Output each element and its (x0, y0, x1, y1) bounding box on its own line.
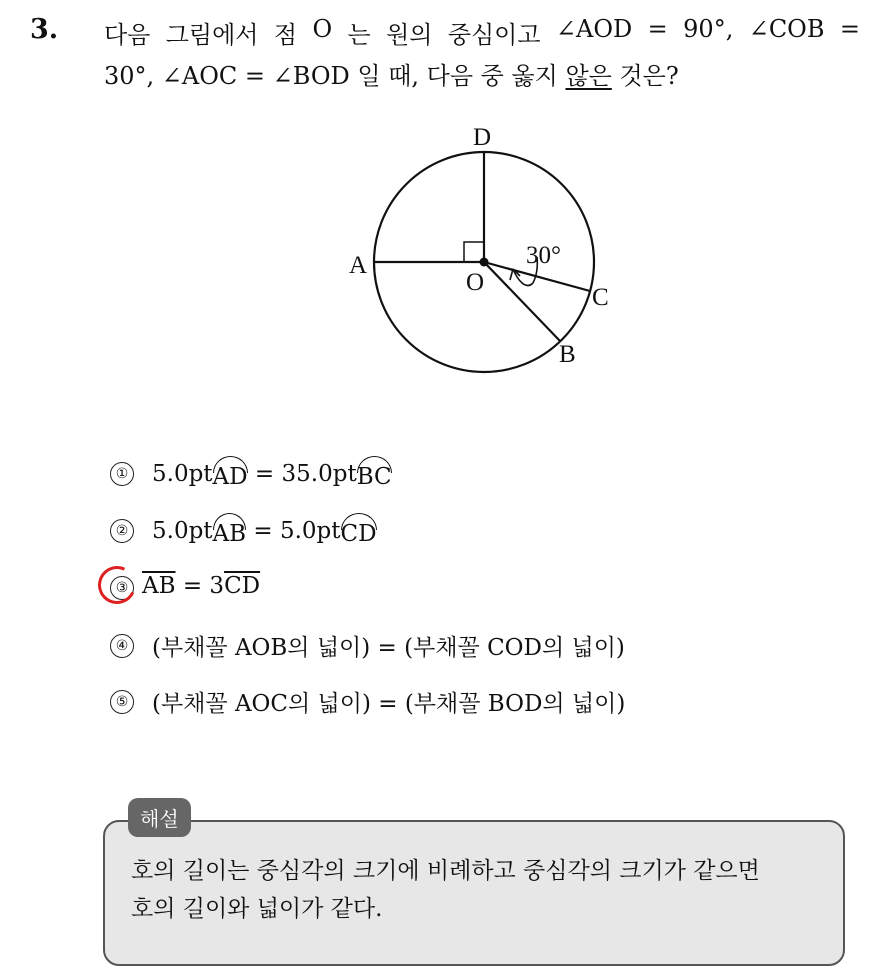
equals: = (246, 518, 280, 544)
q-word: ∠COB (748, 15, 825, 43)
explanation-line: 호의 길이는 중심각의 크기에 비례하고 중심각의 크기가 같으면 (131, 858, 760, 884)
explanation-text (131, 852, 760, 928)
choice-number: ⑤ (110, 690, 134, 714)
circle-figure (330, 115, 620, 385)
choice-number: ② (110, 519, 134, 543)
question-line-2 (104, 56, 679, 91)
choice-5[interactable] (110, 685, 625, 718)
label-O: O (466, 269, 485, 296)
q-word: 그림에서 (165, 21, 259, 49)
arc-CD: CD (341, 515, 377, 547)
explanation-box (103, 820, 845, 966)
q-word: 점 (273, 21, 298, 49)
choice-number: ④ (110, 634, 134, 658)
choice-2-right-prefix: 5.0pt (279, 518, 341, 544)
choice-1-left-prefix: 5.0pt (152, 461, 213, 487)
question-number: 3. (30, 14, 59, 45)
q-word: 는 (347, 21, 371, 49)
arc-AB: AB (213, 515, 247, 547)
q-word: O (312, 15, 333, 43)
segment-AB: $\overline{AB}$ (142, 573, 176, 599)
equals: = (175, 573, 210, 599)
choice-2[interactable] (110, 515, 377, 547)
choice-number: ① (110, 462, 134, 486)
arc-AD: AD (213, 458, 248, 490)
choice-1[interactable] (110, 458, 392, 490)
q-line2-tail: 것은? (611, 62, 679, 90)
arc-BC: BC (357, 458, 392, 490)
q-word: 다음 (104, 21, 151, 49)
q-word: 90°, (683, 15, 734, 43)
label-angle: 30° (526, 242, 561, 269)
choice-number: ③ (110, 576, 134, 600)
q-line2-lead: 30°, ∠AOC = ∠BOD 일 때, 다음 중 옳지 (104, 62, 566, 90)
choice-1-right-prefix: 35.0pt (281, 461, 357, 487)
label-D: D (473, 124, 492, 151)
choice-4-text: (부채꼴 AOB의 넓이) = (부채꼴 COD의 넓이) (152, 635, 625, 661)
q-word: 중심이고 (447, 21, 541, 49)
label-C: C (592, 284, 609, 311)
choice-4[interactable] (110, 629, 625, 662)
q-underlined-word: 않은 (565, 62, 612, 90)
choice-5-text: (부채꼴 AOC의 넓이) = (부채꼴 BOD의 넓이) (152, 691, 626, 717)
segment-CD: $\overline{CD}$ (224, 573, 261, 599)
q-word: = (647, 15, 668, 43)
coefficient: 3 (209, 573, 225, 599)
explanation-label: 해설 (128, 798, 191, 837)
choice-2-left-prefix: 5.0pt (152, 518, 213, 544)
question-line-1 (104, 15, 860, 50)
center-point (480, 258, 489, 267)
label-B: B (559, 341, 576, 368)
explanation-line: 호의 길이와 넓이가 같다. (131, 896, 383, 922)
choice-3[interactable] (110, 572, 260, 600)
q-word: = (839, 15, 860, 43)
equals: = (247, 461, 282, 487)
q-word: 원의 (386, 21, 433, 49)
radius-OB (484, 262, 560, 341)
label-A: A (349, 252, 368, 279)
q-word: ∠AOD (555, 15, 633, 43)
answer-circle-mark (93, 561, 142, 610)
